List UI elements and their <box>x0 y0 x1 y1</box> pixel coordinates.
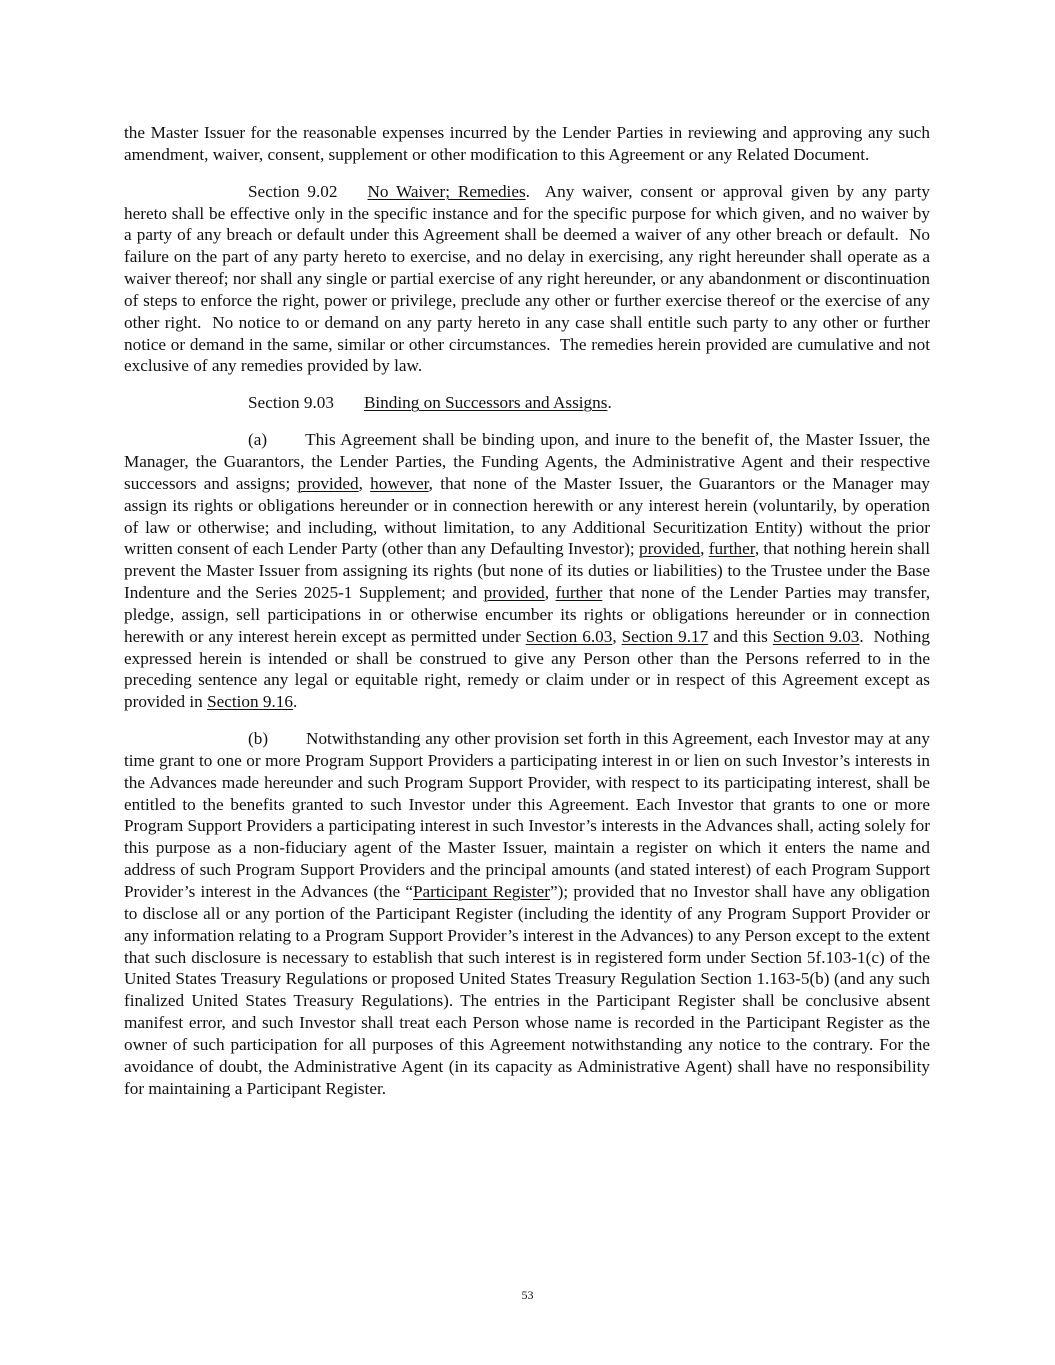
subsection-label: (b) <box>248 729 269 749</box>
defined-term: further <box>555 583 603 603</box>
section-9-02: Section 9.02 No Waiver; Remedies. Any waiver, consent or approval given by any party hereto shall be effective only in the specific instance and for the specific purpose for which given, and no waiver by a party of any breach or default under this Agreement shall be deemed a waiver of any other breach or default. No failure on the part of any party hereto to exercise, and no delay in exercising, any right hereunder shall operate as a waiver thereof; nor shall any single or partial exercise of any right hereunder, or any abandonment or discontinuation of steps to enforce the right, power or privilege, preclude any other or further exercise thereof or the exercise of any other right. No notice to or demand on any party hereto in any case shall entitle such party to any other or further notice or demand in the same, similar or other circumstances. The remedies herein provided are cumulative and not exclusive of any remedies provided by law. <box>124 181 935 376</box>
defined-term: however <box>370 473 429 493</box>
section-reference: Section 9.17 <box>621 626 709 646</box>
paragraph-continuation <box>124 122 930 166</box>
section-9-03: Section 9.03 Binding on Successors and Assigns. <box>248 393 612 413</box>
section-reference: Section 9.03 <box>772 626 860 646</box>
section-heading: No Waiver; Remedies <box>367 181 526 201</box>
page-body <box>124 122 935 1114</box>
section-heading: Binding on Successors and Assigns <box>363 393 608 413</box>
defined-term: provided <box>297 473 359 493</box>
subsection-b: (b) Notwithstanding any other provision set forth in this Agreement, each Investor may at any time grant to one or more Program Support Providers a participating interest in or lien on such Investor’s interests in the Advances made hereunder and such Program Support Provider, with respect to its participating interest, shall be entitled to the benefits granted to such Investor under this Agreement. Each Investor that grants to one or more Program Support Providers a participating interest in such Investor’s interests in the Advances shall, acting solely for this purpose as a non-fiduciary agent of the Master Issuer, maintain a register on which it enters the name and address of such Program Support Providers and the principal amounts (and stated interest) of each Program Support Provider’s interest in the Advances (the “Participant Register”); provided that no Investor shall have any obligation to disclose all or any portion of the Participant Register (including the identity of any Program Support Provider or any information relating to a Program Support Provider’s interest in the Advances) to any Person except to the extent that such disclosure is necessary to establish that such interest is in registered form under Section 5f.103-1(c) of the United States Treasury Regulations or proposed United States Treasury Regulation Section 1.163-5(b) (and any such finalized United States Treasury Regulations). The entries in the Participant Register shall be conclusive absent manifest error, and such Investor shall treat each Person whose name is recorded in the Participant Register as the owner of such participation for all purposes of this Agreement notwithstanding any notice to the contrary. For the avoidance of doubt, the Administrative Agent (in its capacity as Administrative Agent) shall have no responsibility for maintaining a Participant Register. <box>124 729 930 1098</box>
defined-term: further <box>708 539 755 559</box>
defined-term: provided <box>483 583 545 603</box>
defined-term: provided <box>639 539 701 559</box>
section-reference: Section 6.03 <box>525 626 613 646</box>
paragraph-text: the Master Issuer for the reasonable expenses incurred by the Lender Parties in reviewing and approving any such amendment, waiver, consent, supplement or other modification to this Agreement or any Related Document. <box>124 123 930 164</box>
section-number: Section 9.03 <box>248 393 334 413</box>
subsection-a: (a) This Agreement shall be binding upon, and inure to the benefit of, the Master Issuer, the Manager, the Guarantors, the Lender Parties, the Funding Agents, the Administrative Agent and their respective successors and assigns; provided, however, that none of the Master Issuer, the Guarantors or the Manager may assign its rights or obligations hereunder or in connection herewith or any interest herein (voluntarily, by operation of law or otherwise; and including, without limitation, to any Additional Securitization Entity) without the prior written consent of each Lender Party (other than any Defaulting Investor); provided, further, that nothing herein shall prevent the Master Issuer from assigning its rights (but none of its duties or liabilities) to the Trustee under the Base Indenture and the Series 2025-1 Supplement; and provided, further that none of the Lender Parties may transfer, pledge, assign, sell participations in or otherwise encumber its rights or obligations hereunder or in connection herewith or any interest herein except as permitted under Section 6.03, Section 9.17 and this Section 9.03. Nothing expressed herein is intended or shall be construed to give any Person other than the Persons referred to in the preceding sentence any legal or equitable right, remedy or claim under or in respect of this Agreement except as provided in Section 9.16. <box>124 430 935 712</box>
section-number: Section 9.02 <box>248 181 338 201</box>
section-text: Any waiver, consent or approval given by any party hereto shall be effective only in the specific instance and for the specific purpose for which given, and no waiver by a party of any breach or default under this Agreement shall be deemed a waiver of any other breach or default. No failure on the part of any party hereto to exercise, and no delay in exercising, any right hereunder shall operate as a waiver thereof; nor shall any single or partial exercise of any right hereunder, or any abandonment or discontinuation of steps to enforce the right, power or privilege, preclude any other or further exercise thereof or the exercise of any other right. No notice to or demand on any party hereto in any case shall entitle such party to any other or further notice or demand in the same, similar or other circumstances. The remedies herein provided are cumulative and not exclusive of any remedies provided by law. <box>124 181 935 376</box>
defined-term: Participant Register <box>412 882 550 901</box>
subsection-label: (a) <box>248 430 268 450</box>
page-number: 53 <box>521 1288 534 1302</box>
section-reference: Section 9.16 <box>207 692 293 712</box>
